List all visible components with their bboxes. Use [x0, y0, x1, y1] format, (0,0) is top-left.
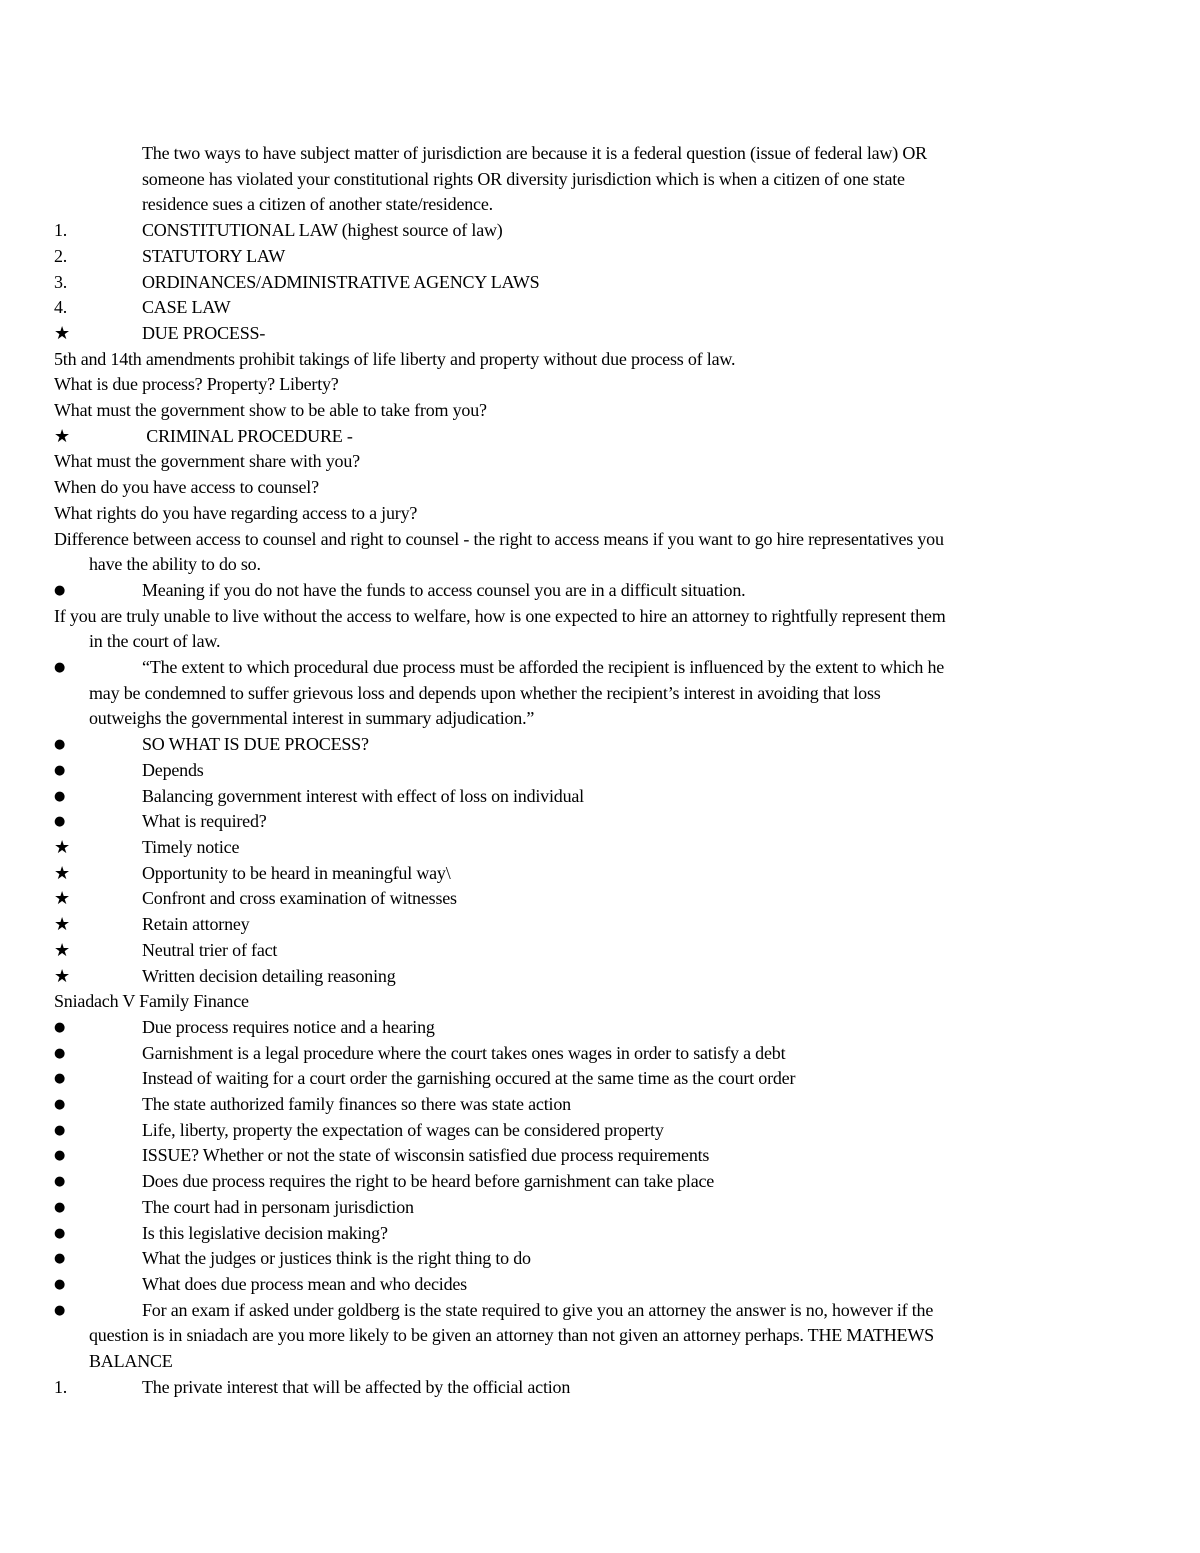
star-item-text: Opportunity to be heard in meaningful way\	[142, 862, 451, 883]
required-items-list	[54, 835, 1064, 989]
star-icon: ★	[54, 836, 70, 858]
list-number: 3.	[54, 271, 68, 292]
bullet-text: What does due process mean and who decides	[142, 1273, 467, 1294]
bullet-text: Balancing government interest with effect of loss on individual	[142, 785, 584, 806]
list-number: 1.	[54, 220, 68, 241]
list-number: 4.	[54, 297, 68, 318]
case-title: Sniadach V Family Finance	[54, 991, 249, 1012]
bullet-icon: ●	[54, 1302, 66, 1318]
bullet-item	[54, 578, 1064, 604]
bullet-icon: ●	[54, 1251, 66, 1267]
bullet-item	[54, 655, 1064, 681]
star-item	[54, 912, 1064, 938]
star-icon: ★	[54, 939, 70, 961]
bullet-icon: ●	[54, 1174, 66, 1190]
list-item-text: CONSTITUTIONAL LAW (highest source of law)	[142, 220, 503, 241]
body-line: When do you have access to counsel?	[54, 477, 319, 498]
body-line: What is due process? Property? Liberty?	[54, 374, 339, 395]
bullet-text: Due process requires notice and a hearing	[142, 1016, 435, 1037]
list-item	[54, 270, 1064, 296]
bullet-item	[54, 1298, 1064, 1324]
list-item	[54, 218, 1064, 244]
body-line: 5th and 14th amendments prohibit takings of life liberty and property without due process of law.	[54, 348, 736, 369]
bullet-icon: ●	[54, 788, 66, 804]
body-line: What must the government share with you?	[54, 451, 360, 472]
body-line: What must the government show to be able to take from you?	[54, 400, 487, 421]
bullet-icon: ●	[54, 762, 66, 778]
bullet-item	[54, 1221, 1064, 1247]
bullet-icon: ●	[54, 582, 66, 598]
intro-line: The two ways to have subject matter of jurisdiction are because it is a federal question (issue of federal law) OR	[142, 143, 927, 163]
bullet-text: Garnishment is a legal procedure where the court takes ones wages in order to satisfy a debt	[142, 1042, 786, 1063]
bullet-icon: ●	[54, 1045, 66, 1061]
star-icon: ★	[54, 322, 70, 344]
heading-text: DUE PROCESS-	[142, 322, 266, 343]
bullet-icon: ●	[54, 1019, 66, 1035]
bullet-text: What the judges or justices think is the right thing to do	[142, 1248, 531, 1269]
star-icon: ★	[54, 914, 70, 936]
exam-note-line: For an exam if asked under goldberg is the state required to give you an attorney the answer is no, however if the	[142, 1299, 934, 1320]
bullet-item	[54, 1272, 1064, 1298]
paragraph-line: have the ability to do so.	[89, 554, 261, 575]
list-item-text: CASE LAW	[142, 297, 231, 318]
bullet-item	[54, 1143, 1064, 1169]
quote-line: may be condemned to suffer grievous loss and depends upon whether the recipient’s interest in avoiding that loss	[89, 682, 881, 703]
list-item	[54, 244, 1064, 270]
intro-line: someone has violated your constitutional rights OR diversity jurisdiction which is when a citizen of one state	[142, 168, 905, 189]
list-number: 1.	[54, 1376, 68, 1397]
star-item	[54, 861, 1064, 887]
paragraph-line: in the court of law.	[89, 631, 221, 652]
star-item	[54, 938, 1064, 964]
bullet-text: Does due process requires the right to be heard before garnishment can take place	[142, 1171, 715, 1192]
bullet-icon: ●	[54, 1071, 66, 1087]
due-process-heading	[54, 321, 1064, 347]
bullet-item	[54, 809, 1064, 835]
bullet-icon: ●	[54, 814, 66, 830]
bullet-item	[54, 758, 1064, 784]
exam-note-line: BALANCE	[89, 1351, 173, 1372]
star-item	[54, 964, 1064, 990]
bullet-icon: ●	[54, 660, 66, 676]
list-item-text: The private interest that will be affected by the official action	[142, 1376, 571, 1397]
paragraph-line: If you are truly unable to live without the access to welfare, how is one expected to hire an attorney to rightfully represent them	[54, 605, 946, 626]
what-is-due-process-list	[54, 732, 1064, 835]
bullet-text: Meaning if you do not have the funds to access counsel you are in a difficult situation.	[142, 579, 746, 600]
bullet-item	[54, 1092, 1064, 1118]
intro-line: residence sues a citizen of another state/residence.	[142, 194, 493, 215]
star-icon: ★	[54, 862, 70, 884]
criminal-procedure-heading	[54, 424, 1064, 450]
bullet-icon: ●	[54, 1097, 66, 1113]
bullet-icon: ●	[54, 1199, 66, 1215]
list-number: 2.	[54, 245, 68, 266]
star-item	[54, 886, 1064, 912]
bullet-icon: ●	[54, 1148, 66, 1164]
document-body	[54, 141, 1064, 1400]
case-bullets-list	[54, 1015, 1064, 1298]
bullet-text: SO WHAT IS DUE PROCESS?	[142, 734, 369, 755]
star-icon: ★	[54, 425, 70, 447]
bullet-icon: ●	[54, 1276, 66, 1292]
bullet-item	[54, 1169, 1064, 1195]
bullet-text: Is this legislative decision making?	[142, 1222, 388, 1243]
quote-line: “The extent to which procedural due process must be afforded the recipient is influenced by the extent to which he	[142, 657, 945, 678]
bullet-icon: ●	[54, 1122, 66, 1138]
exam-note-line: question is in sniadach are you more likely to be given an attorney than not given an attorney perhaps. THE MATHEWS	[89, 1325, 934, 1346]
bullet-text: What is required?	[142, 811, 267, 832]
intro-paragraph	[54, 141, 1064, 218]
bullet-text: Life, liberty, property the expectation of wages can be considered property	[142, 1119, 664, 1140]
welfare-paragraph	[54, 604, 1064, 655]
bullet-item	[54, 1195, 1064, 1221]
bullet-text: The court had in personam jurisdiction	[142, 1196, 414, 1217]
bullet-text: ISSUE? Whether or not the state of wisconsin satisfied due process requirements	[142, 1145, 710, 1166]
list-item-text: ORDINANCES/ADMINISTRATIVE AGENCY LAWS	[142, 271, 540, 292]
exam-note	[54, 1298, 1064, 1375]
mathews-list-item	[54, 1375, 1064, 1401]
sources-of-law-list	[54, 218, 1064, 321]
list-item	[54, 295, 1064, 321]
paragraph-line: Difference between access to counsel and right to counsel - the right to access means if you want to go hire representatives you	[54, 528, 944, 549]
bullet-text: Depends	[142, 759, 204, 780]
bullet-icon: ●	[54, 737, 66, 753]
bullet-item	[54, 784, 1064, 810]
difference-paragraph	[54, 527, 1064, 578]
star-icon: ★	[54, 888, 70, 910]
star-icon: ★	[54, 965, 70, 987]
body-line: What rights do you have regarding access to a jury?	[54, 502, 418, 523]
list-item-text: STATUTORY LAW	[142, 245, 286, 266]
star-item-text: Timely notice	[142, 836, 240, 857]
bullet-item	[54, 1246, 1064, 1272]
quote-bullet	[54, 655, 1064, 732]
bullet-text: The state authorized family finances so there was state action	[142, 1094, 571, 1115]
bullet-text: Instead of waiting for a court order the garnishing occured at the same time as the court order	[142, 1068, 796, 1089]
bullet-item	[54, 1066, 1064, 1092]
star-item-text: Neutral trier of fact	[142, 939, 278, 960]
bullet-item	[54, 1118, 1064, 1144]
bullet-item	[54, 1015, 1064, 1041]
star-item-text: Written decision detailing reasoning	[142, 965, 396, 986]
bullet-item	[54, 1041, 1064, 1067]
star-item-text: Retain attorney	[142, 914, 250, 935]
bullet-item	[54, 732, 1064, 758]
bullet-icon: ●	[54, 1225, 66, 1241]
heading-text: CRIMINAL PROCEDURE -	[142, 425, 353, 446]
quote-line: outweighs the governmental interest in summary adjudication.”	[89, 708, 535, 729]
star-item-text: Confront and cross examination of witnesses	[142, 888, 457, 909]
star-item	[54, 835, 1064, 861]
